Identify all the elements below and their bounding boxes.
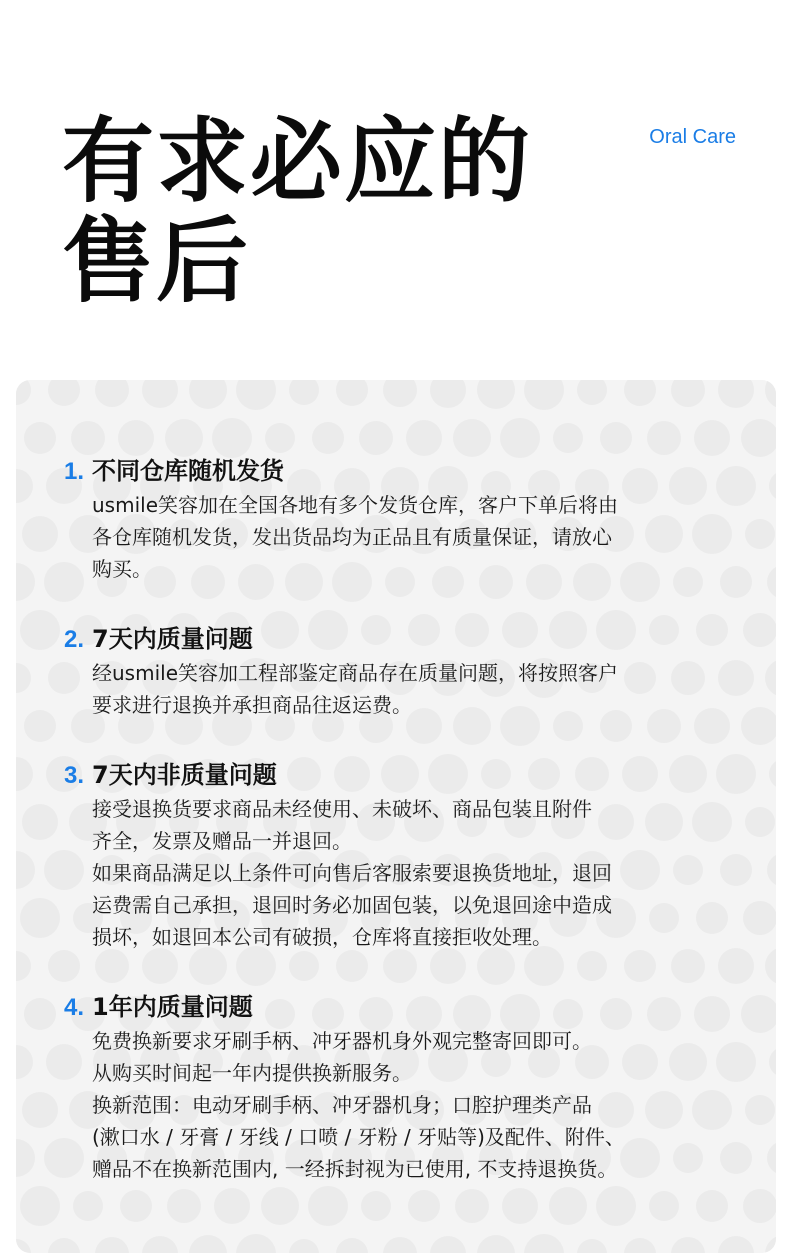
body-line: 运费需自己承担，退回时务必加固包装，以免退回途中造成 [92,893,612,917]
section-title-text: 不同仓库随机发货 [92,457,285,485]
body-line: 经usmile笑容加工程部鉴定商品存在质量问题，将按照客户 [92,661,618,685]
section-4 [64,990,744,1185]
page-title [62,108,533,315]
section-number: 1. [64,458,85,485]
body-line: 接受退换货要求商品未经使用、未破坏、商品包装且附件 [92,797,592,821]
body-line: 赠品不在换新范围内, 一经拆封视为已使用, 不支持退换货。 [92,1157,618,1181]
body-line: (漱口水 / 牙膏 / 牙线 / 口喷 / 牙粉 / 牙贴等)及配件、附件、 [92,1125,625,1149]
section-title [64,990,744,1025]
section-number: 4. [64,994,85,1021]
title-line-2: 售后 [62,208,251,315]
body-line: 要求进行退换并承担商品往返运费。 [92,693,412,717]
section-2 [64,622,744,721]
section-number: 2. [64,626,85,653]
section-title [64,454,744,489]
section-title [64,758,744,793]
brand-label: Oral Care [649,126,736,148]
body-line: 换新范围：电动牙刷手柄、冲牙器机身；口腔护理类产品 [92,1093,592,1117]
section-1 [64,454,744,585]
body-line: 损坏，如退回本公司有破损，仓库将直接拒收处理。 [92,925,552,949]
body-line: 如果商品满足以上条件可向售后客服索要退换货地址，退回 [92,861,612,885]
section-title [64,622,744,657]
body-line: 齐全，发票及赠品一并退回。 [92,829,352,853]
section-title-text: 7天内质量问题 [92,625,253,653]
header [0,0,790,380]
after-sales-card [16,380,776,1253]
body-line: 各仓库随机发货，发出货品均为正品且有质量保证，请放心 [92,525,612,549]
body-line: usmile笑容加在全国各地有多个发货仓库，客户下单后将由 [92,493,618,517]
body-line: 购买。 [92,557,152,581]
section-3 [64,758,744,953]
section-title-text: 1年内质量问题 [92,993,253,1021]
section-title-text: 7天内非质量问题 [92,761,277,789]
title-line-1: 有求必应的 [62,108,533,215]
body-line: 从购买时间起一年内提供换新服务。 [92,1061,412,1085]
body-line: 免费换新要求牙刷手柄、冲牙器机身外观完整寄回即可。 [92,1029,592,1053]
section-number: 3. [64,762,85,789]
